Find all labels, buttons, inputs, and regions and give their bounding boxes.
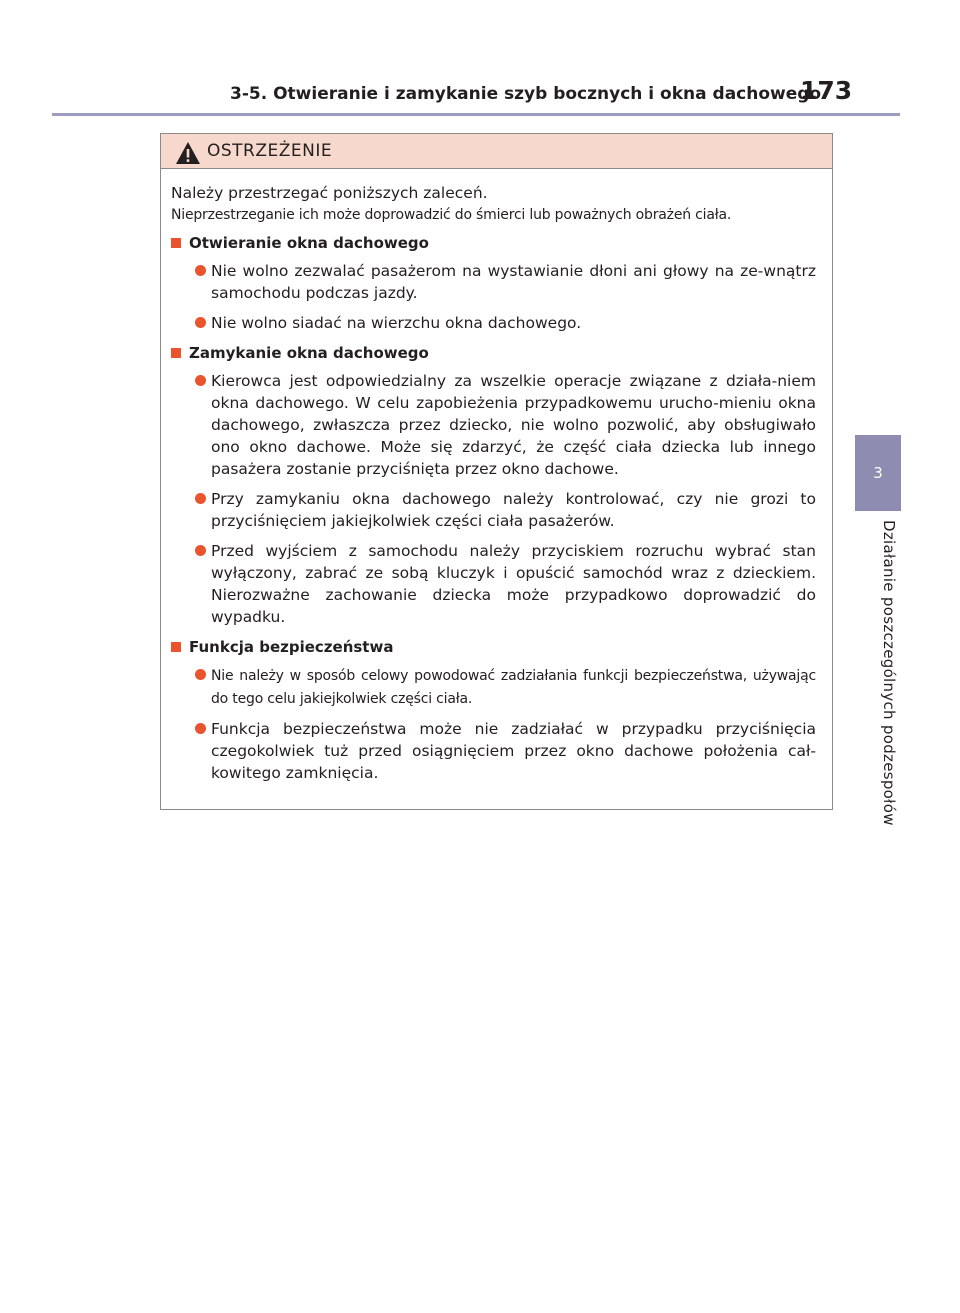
list-item-text: Nie wolno siadać na wierzchu okna dachowego. [211, 314, 582, 332]
warning-consequence: Nieprzestrzeganie ich może doprowadzić do śmierci lub poważnych obrażeń ciała. [171, 207, 732, 223]
chapter-number: 3 [873, 464, 883, 482]
round-bullet-icon [195, 265, 206, 276]
section-heading [171, 636, 816, 658]
section-title: 3-5. Otwieranie i zamykanie szyb bocznych i okna dachowego [230, 84, 822, 104]
list-item [171, 488, 816, 532]
list-item-text: Nie wolno zezwalać pasażerom na wystawianie dłoni ani głowy na ze-wnątrz samochodu podczas jazdy. [211, 262, 816, 302]
round-bullet-icon [195, 493, 206, 504]
square-bullet-icon [171, 348, 181, 358]
round-bullet-icon [195, 669, 206, 680]
list-item-text: Nie należy w sposób celowy powodować zadziałania funkcji bezpieczeństwa, używając do tego celu jakiejkolwiek części ciała. [211, 668, 816, 707]
warning-triangle-icon [175, 141, 201, 165]
list-item [171, 664, 816, 710]
round-bullet-icon [195, 545, 206, 556]
square-bullet-icon [171, 238, 181, 248]
round-bullet-icon [195, 375, 206, 386]
section-heading-text: Funkcja bezpieczeństwa [189, 638, 394, 656]
section-heading [171, 342, 816, 364]
list-item [171, 540, 816, 628]
round-bullet-icon [195, 317, 206, 328]
list-item [171, 312, 816, 334]
chapter-tab [855, 435, 901, 511]
list-item [171, 718, 816, 784]
header-divider [52, 113, 900, 116]
square-bullet-icon [171, 642, 181, 652]
warning-header [161, 134, 832, 169]
list-item [171, 370, 816, 480]
warning-title: OSTRZEŻENIE [207, 141, 333, 161]
section-heading-text: Zamykanie okna dachowego [189, 344, 429, 362]
section-heading [171, 232, 816, 254]
page-number: 173 [800, 76, 853, 105]
list-item-text: Przy zamykaniu okna dachowego należy kontrolować, czy nie grozi to przyciśnięciem jakiejkolwiek części ciała pasażerów. [211, 490, 816, 530]
round-bullet-icon [195, 723, 206, 734]
list-item-text: Przed wyjściem z samochodu należy przyciskiem rozruchu wybrać stan wyłączony, zabrać ze sobą kluczyk i opuścić samochód wraz z dzieckiem. Nierozważne zachowanie dziecka może przypadkowo doprowadzić do wypadku. [211, 542, 816, 626]
list-item-text: Funkcja bezpieczeństwa może nie zadziałać w przypadku przyciśnięcia czegokolwiek tuż przed osiągnięciem przez okno dachowe położenia cał-kowitego zamknięcia. [211, 720, 816, 782]
chapter-title: Działanie poszczególnych podzespołów [880, 520, 898, 826]
list-item-text: Kierowca jest odpowiedzialny za wszelkie operacje związane z działa-niem okna dachowego. W celu zapobieżenia przypadkowemu urucho-mieniu okna dachowego, zwłaszcza przez dziecko, nie wolno pozwolić, aby obsługiwało ono okno dachowe. Może się zdarzyć, że część ciała dziecka lub innego pasażera zostanie przyciśnięta przez okno dachowe. [211, 372, 816, 478]
warning-box [160, 133, 833, 810]
list-item [171, 260, 816, 304]
warning-intro: Należy przestrzegać poniższych zaleceń. [171, 184, 488, 202]
section-heading-text: Otwieranie okna dachowego [189, 234, 429, 252]
warning-body [161, 169, 832, 784]
